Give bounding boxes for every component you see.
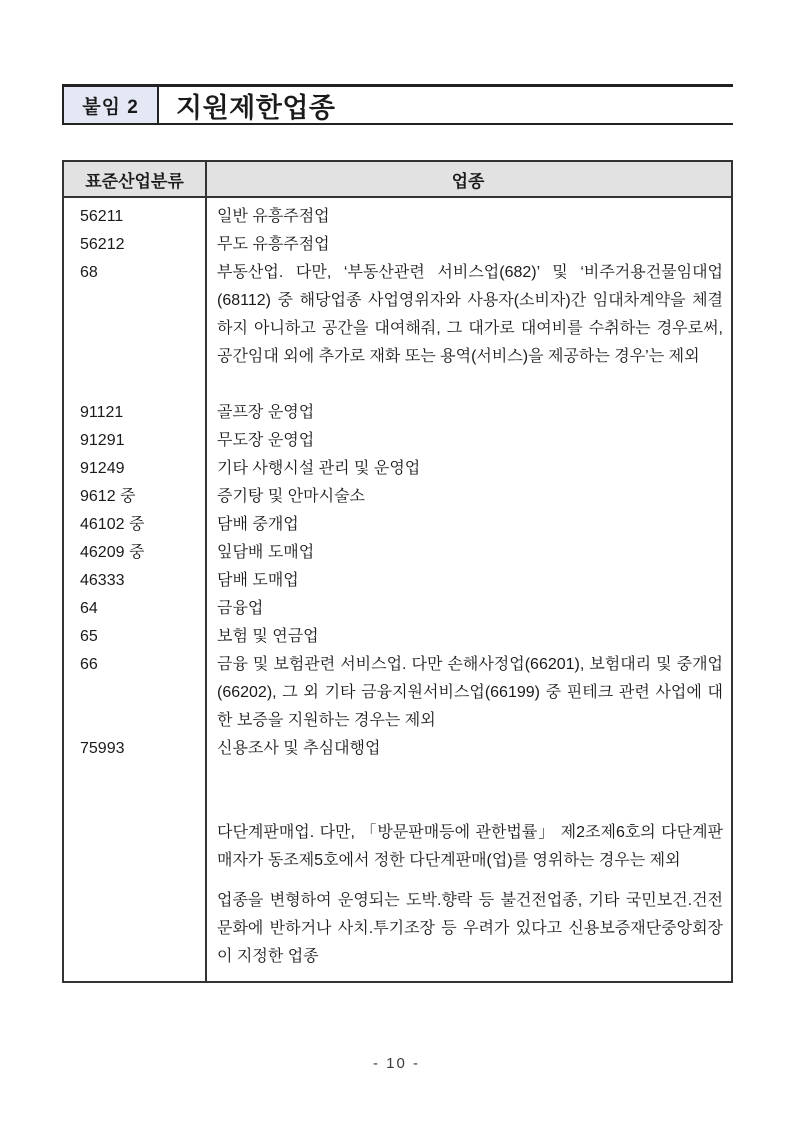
column-divider (205, 162, 207, 981)
industry-desc-cell: 골프장 운영업 (217, 404, 315, 421)
table-row (64, 511, 731, 539)
industry-desc-cell: 잎담배 도매업 (217, 544, 315, 561)
industry-desc-cell: 다단계판매업. 다만, 「방문판매등에 관한법률」 제2조제6호의 다단계판매자가 동조제5호에서 정한 다단계판매(업)를 영위하는 경우는 제외 (217, 824, 723, 869)
industry-code-cell: 46209 중 (80, 544, 145, 561)
table-body (64, 198, 731, 981)
industry-code-cell: 91121 (80, 404, 124, 421)
table-row (64, 427, 731, 455)
table-row (64, 539, 731, 567)
industry-code-cell: 9612 중 (80, 488, 136, 505)
industry-desc-cell: 업종을 변형하여 운영되는 도박.향락 등 불건전업종, 기타 국민보건.건전문화에 반하거나 사치.투기조장 등 우려가 있다고 신용보증재단중앙회장이 지정한 업종 (217, 892, 723, 965)
table-row (64, 203, 731, 231)
industry-desc-cell: 금융 및 보험관련 서비스업. 다만 손해사정업(66201), 보험대리 및 중개업(66202), 그 외 기타 금융지원서비스업(66199) 중 핀테크 관련 사업에 대한 보증을 지원하는 경우는 제외 (217, 656, 723, 729)
industry-desc-cell: 일반 유흥주점업 (217, 208, 330, 225)
attachment-badge: 붙임 2 (62, 87, 159, 123)
industry-code-cell: 56211 (80, 208, 124, 225)
industry-code-cell: 56212 (80, 236, 125, 253)
industry-code-cell: 91249 (80, 460, 125, 477)
table-row (64, 819, 731, 875)
restricted-industries-table (62, 160, 733, 983)
industry-code-cell (64, 819, 205, 875)
industry-code-cell: 66 (80, 656, 98, 673)
industry-desc-cell: 무도장 운영업 (217, 432, 315, 449)
industry-desc-cell: 신용조사 및 추심대행업 (217, 740, 381, 757)
column-header-industry-type: 업종 (451, 171, 485, 191)
industry-code-cell: 46333 (80, 572, 125, 589)
column-header-industry-code: 표준산업분류 (85, 171, 184, 191)
table-row (64, 651, 731, 735)
industry-desc-cell (205, 371, 731, 399)
table-spacer-row (64, 371, 731, 399)
table-row (64, 567, 731, 595)
industry-code-cell: 75993 (80, 740, 125, 757)
industry-desc-cell: 기타 사행시설 관리 및 운영업 (217, 460, 421, 477)
industry-desc-cell: 보험 및 연금업 (217, 628, 319, 645)
industry-desc-cell: 담배 중개업 (217, 516, 299, 533)
industry-code-cell: 65 (80, 628, 98, 645)
industry-desc-cell: 부동산업. 다만, ‘부동산관련 서비스업(682)’ 및 ‘비주거용건물임대업(68112) 중 해당업종 사업영위자와 사용자(소비자)간 임대차계약을 체결하지 아니하고 공간을 대여해줘, 그 대가로 대여비를 수취하는 경우로써, 공간임대 외에 추가로 재화 또는 용역(서비스)을 제공하는 경우’는 제외 (217, 264, 723, 365)
table-header-row (64, 162, 731, 198)
industry-code-cell (64, 791, 205, 819)
industry-desc-cell: 무도 유흥주점업 (217, 236, 330, 253)
section-banner (62, 84, 733, 125)
table-row (64, 595, 731, 623)
industry-code-cell: 46102 중 (80, 516, 145, 533)
industry-code-cell: 68 (80, 264, 98, 281)
table-row (64, 455, 731, 483)
table-spacer-row (64, 791, 731, 819)
industry-code-cell: 91291 (80, 432, 125, 449)
table-spacer-row (64, 763, 731, 791)
industry-code-cell: 64 (80, 600, 98, 617)
table-row (64, 887, 731, 971)
industry-desc-cell: 증기탕 및 안마시술소 (217, 488, 365, 505)
industry-code-cell (64, 763, 205, 791)
table-row (64, 231, 731, 259)
table-row (64, 259, 731, 371)
page-number: - 10 - (372, 1055, 420, 1072)
industry-desc-cell (205, 763, 731, 791)
table-row (64, 623, 731, 651)
table-row (64, 483, 731, 511)
industry-code-cell (64, 887, 205, 971)
page-title: 지원제한업종 (176, 92, 336, 123)
industry-code-cell (64, 371, 205, 399)
table-row (64, 735, 731, 763)
industry-desc-cell: 담배 도매업 (217, 572, 299, 589)
table-row (64, 399, 731, 427)
industry-desc-cell (205, 791, 731, 819)
industry-desc-cell: 금융업 (217, 600, 264, 617)
